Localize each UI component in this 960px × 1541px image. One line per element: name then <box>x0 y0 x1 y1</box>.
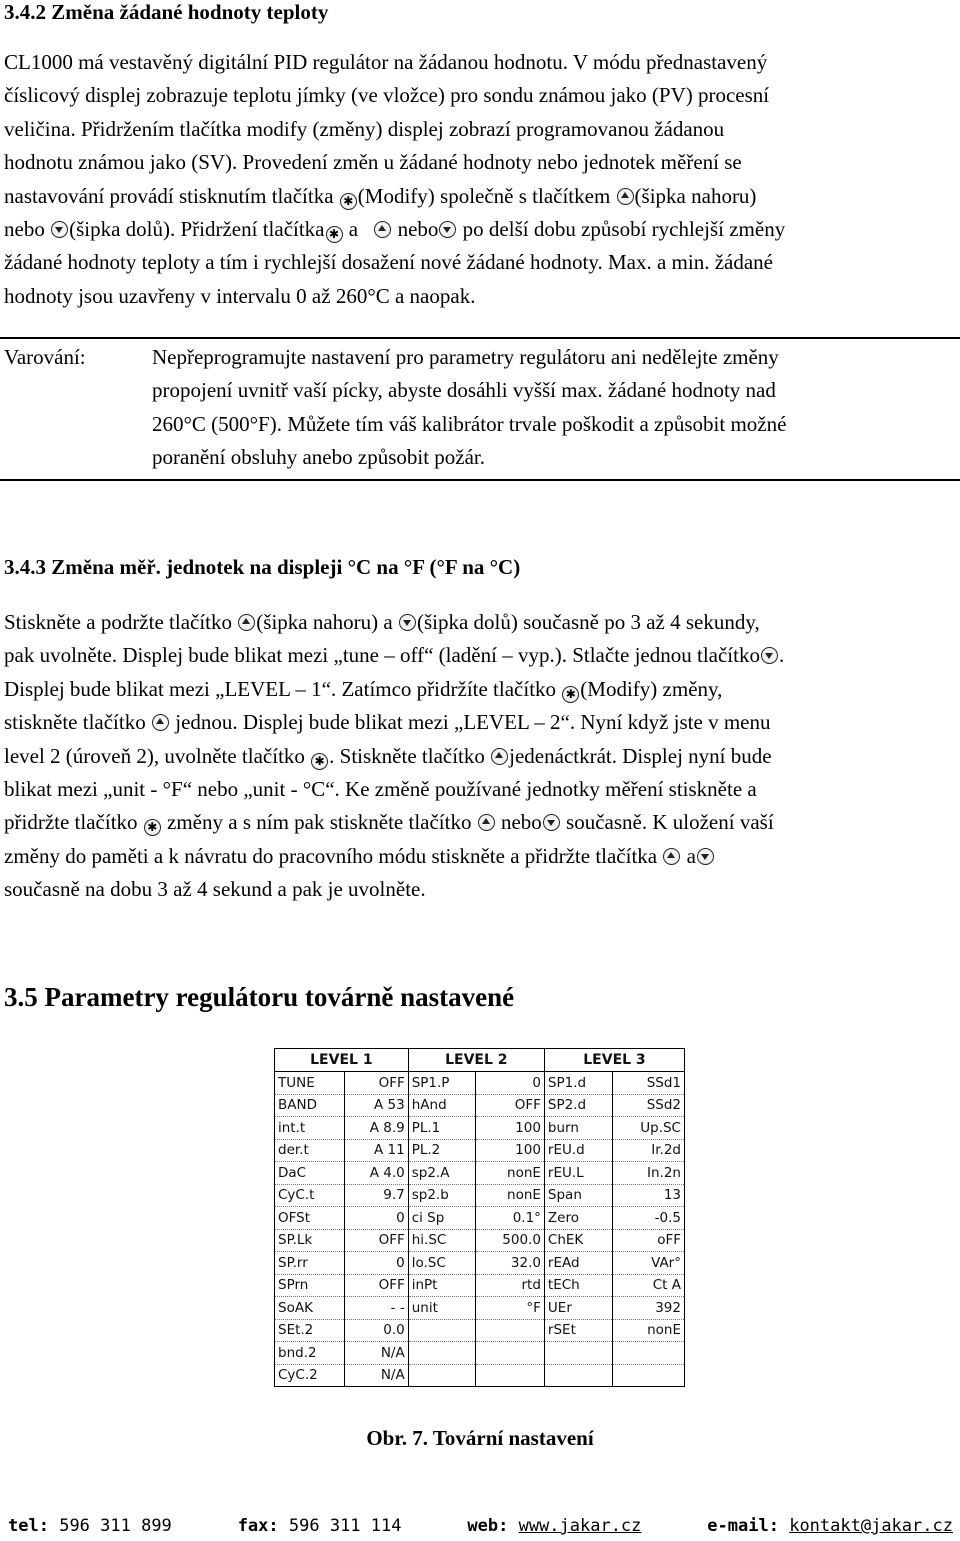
table-cell: rEU.L <box>544 1162 612 1185</box>
text-run: level 2 (úroveň 2), uvolněte tlačítko <box>4 743 311 768</box>
table-cell: N/A <box>345 1364 408 1387</box>
text-run: (Modify) společně s tlačítkem <box>357 183 616 208</box>
table-cell: 100 <box>476 1139 545 1162</box>
text-line <box>4 639 954 672</box>
table-row <box>275 1094 685 1117</box>
table-cell: nonE <box>476 1184 545 1207</box>
table-cell: 0 <box>345 1252 408 1275</box>
table-row <box>275 1139 685 1162</box>
text-run: . Stiskněte tlačítko <box>329 743 491 768</box>
level-1-header: LEVEL 1 <box>275 1049 409 1072</box>
table-cell: Up.SC <box>613 1117 685 1140</box>
text-line <box>4 806 954 839</box>
text-line <box>4 606 954 639</box>
table-row <box>275 1274 685 1297</box>
table-cell: SP1.d <box>544 1072 612 1095</box>
table-cell: OFF <box>345 1274 408 1297</box>
section-3-5-heading: 3.5 Parametry regulátoru továrně nastavené <box>4 982 515 1012</box>
table-cell <box>476 1319 545 1342</box>
table-cell: SP2.d <box>544 1094 612 1117</box>
table-cell: Ir.2d <box>613 1139 685 1162</box>
table-cell: rtd <box>476 1274 545 1297</box>
table-cell: unit <box>408 1297 475 1320</box>
text-run: a <box>343 217 364 242</box>
email-label: e-mail: <box>707 1516 779 1536</box>
arrow-down-button-icon <box>439 221 456 238</box>
arrow-up-button-icon <box>617 188 634 205</box>
table-row <box>275 1364 685 1387</box>
table-cell: SP.Lk <box>275 1229 345 1252</box>
text-run: (šipka dolů). Přidržení tlačítka <box>69 217 325 242</box>
arrow-up-button-icon <box>663 848 680 865</box>
web-link[interactable]: www.jakar.cz <box>518 1516 642 1536</box>
table-cell: int.t <box>275 1117 345 1140</box>
table-cell: TUNE <box>275 1072 345 1095</box>
table-row <box>275 1072 685 1095</box>
table-row <box>275 1342 685 1365</box>
table-cell: A 11 <box>345 1139 408 1162</box>
factory-parameters-table <box>274 1048 685 1387</box>
level-2-header: LEVEL 2 <box>408 1049 544 1072</box>
table-cell <box>476 1342 545 1365</box>
section-3-4-3-paragraph <box>4 606 954 907</box>
text-line: veličina. Přidržením tlačítka modify (změny) displej zobrazí programovanou žádanou <box>4 116 725 141</box>
table-cell: Ct A <box>613 1274 685 1297</box>
table-cell: ChEK <box>544 1229 612 1252</box>
table-header-row <box>275 1049 685 1072</box>
table-row <box>275 1319 685 1342</box>
table-cell <box>476 1364 545 1387</box>
text-line: číslicový displej zobrazuje teplotu jímky (ve vložce) pro sondu známou jako (PV) procesní <box>4 83 770 108</box>
text-run: (Modify) změny, <box>580 676 723 701</box>
text-run: (šipka dolů) současně po 3 až 4 sekundy, <box>416 610 760 634</box>
text-line: poranění obsluhy anebo způsobit požár. <box>152 445 486 470</box>
table-cell <box>408 1342 475 1365</box>
footer-fax <box>238 1516 402 1536</box>
table-cell: CyC.2 <box>275 1364 345 1387</box>
phone-value: 596 311 899 <box>59 1516 172 1536</box>
table-cell: OFF <box>345 1229 408 1252</box>
text-line: Nepřeprogramujte nastavení pro parametry regulátoru ani nedělejte změny <box>152 345 779 369</box>
table-cell: 0.0 <box>345 1319 408 1342</box>
table-row <box>275 1184 685 1207</box>
table-cell: A 53 <box>345 1094 408 1117</box>
table-row <box>275 1252 685 1275</box>
table-cell: Span <box>544 1184 612 1207</box>
table-row <box>275 1117 685 1140</box>
table-cell: SEt.2 <box>275 1319 345 1342</box>
table-cell: SSd2 <box>613 1094 685 1117</box>
table-cell: DaC <box>275 1162 345 1185</box>
section-3-4-2-heading: 3.4.2 Změna žádané hodnoty teploty <box>4 0 329 24</box>
table-cell: OFF <box>476 1094 545 1117</box>
text-run: (šipka nahoru) a <box>256 610 398 634</box>
table-cell: nonE <box>613 1319 685 1342</box>
fax-value: 596 311 114 <box>288 1516 402 1536</box>
table-cell: rEU.d <box>544 1139 612 1162</box>
table-cell: PL.1 <box>408 1117 475 1140</box>
phone-label: tel: <box>8 1516 49 1536</box>
text-run: . <box>778 643 785 668</box>
section-3-4-2-paragraph <box>4 46 954 313</box>
text-run: Displej bude blikat mezi „LEVEL – 1“. Zatímco přidržíte tlačítko <box>4 676 562 701</box>
arrow-up-button-icon <box>238 614 255 631</box>
table-row <box>275 1207 685 1230</box>
text-run: jednou. Displej bude blikat mezi „LEVEL – 2“. Nyní když jste v menu <box>169 710 771 735</box>
arrow-up-button-icon <box>374 221 391 238</box>
footer-phone <box>8 1516 172 1536</box>
table-row <box>275 1229 685 1252</box>
table-cell: ci Sp <box>408 1207 475 1230</box>
table-cell <box>613 1342 685 1365</box>
table-cell: °F <box>476 1297 545 1320</box>
text-run: nebo <box>392 217 439 242</box>
table-cell: SoAK <box>275 1297 345 1320</box>
text-run: Stiskněte a podržte tlačítko <box>4 610 238 634</box>
table-cell: 100 <box>476 1117 545 1140</box>
table-cell <box>613 1364 685 1387</box>
arrow-up-button-icon <box>478 814 495 831</box>
table-cell: 9.7 <box>345 1184 408 1207</box>
arrow-up-button-icon <box>152 714 169 731</box>
table-cell: PL.2 <box>408 1139 475 1162</box>
text-run: jedenáctkrát. Displej nyní bude <box>509 743 772 768</box>
section-3-4-3-heading: 3.4.3 Změna měř. jednotek na displeji °C na °F (°F na °C) <box>4 555 521 579</box>
text-line: CL1000 má vestavěný digitální PID regulátor na žádanou hodnotu. V módu přednastavený <box>4 50 768 74</box>
text-run: změny a s ním pak stiskněte tlačítko <box>161 810 477 835</box>
text-run: po delší dobu způsobí rychlejší změny <box>457 217 786 242</box>
text-run: nebo <box>495 810 542 835</box>
table-cell: 392 <box>613 1297 685 1320</box>
text-run: (šipka nahoru) <box>634 183 757 208</box>
table-cell: OFF <box>345 1072 408 1095</box>
table-cell <box>544 1342 612 1365</box>
table-cell <box>408 1319 475 1342</box>
table-cell: hAnd <box>408 1094 475 1117</box>
modify-button-icon: ✱ <box>562 686 579 703</box>
warning-box <box>0 337 960 481</box>
modify-button-icon: ✱ <box>326 226 343 243</box>
table-cell: rEAd <box>544 1252 612 1275</box>
level-3-header: LEVEL 3 <box>544 1049 684 1072</box>
table-cell: CyC.t <box>275 1184 345 1207</box>
table-cell: hi.SC <box>408 1229 475 1252</box>
table-row <box>275 1162 685 1185</box>
text-line: současně na dobu 3 až 4 sekund a pak je uvolněte. <box>4 877 426 902</box>
table-cell: BAND <box>275 1094 345 1117</box>
arrow-up-button-icon <box>491 748 508 765</box>
table-cell: In.2n <box>613 1162 685 1185</box>
text-line: hodnotu známou jako (SV). Provedení změn u žádané hodnoty nebo jednotek měření se <box>4 150 742 175</box>
table-cell: 32.0 <box>476 1252 545 1275</box>
table-cell: sp2.b <box>408 1184 475 1207</box>
table-cell: burn <box>544 1117 612 1140</box>
text-run: stiskněte tlačítko <box>4 710 151 735</box>
table-cell: SSd1 <box>613 1072 685 1095</box>
text-run: současně. K uložení vaší <box>560 810 774 835</box>
text-run: nastavování provádí stisknutím tlačítka <box>4 183 339 208</box>
text-run: pak uvolněte. Displej bude blikat mezi „tune – off“ (ladění – vyp.). Stlačte jednou tlačítko <box>4 643 760 668</box>
table-cell: VAr° <box>613 1252 685 1275</box>
table-cell: lo.SC <box>408 1252 475 1275</box>
table-row <box>275 1297 685 1320</box>
text-line <box>4 840 954 873</box>
text-line <box>4 740 954 773</box>
table-cell: - - <box>345 1297 408 1320</box>
table-cell: 0.1° <box>476 1207 545 1230</box>
arrow-down-button-icon <box>399 614 416 631</box>
text-run: a <box>681 843 696 868</box>
text-run: změny do paměti a k návratu do pracovního módu stiskněte a přidržte tlačítka <box>4 843 663 868</box>
contact-footer <box>8 1516 953 1536</box>
table-cell <box>408 1364 475 1387</box>
modify-button-icon: ✱ <box>144 819 161 836</box>
text-line <box>4 673 954 706</box>
text-line <box>4 213 954 246</box>
arrow-down-button-icon <box>697 848 714 865</box>
footer-email <box>707 1516 953 1536</box>
text-line <box>4 706 954 739</box>
text-run: nebo <box>4 217 51 242</box>
table-cell: A 4.0 <box>345 1162 408 1185</box>
table-cell: A 8.9 <box>345 1117 408 1140</box>
table-cell: SP.rr <box>275 1252 345 1275</box>
table-cell: 0 <box>476 1072 545 1095</box>
web-label: web: <box>467 1516 509 1536</box>
table-cell: bnd.2 <box>275 1342 345 1365</box>
text-run: přidržte tlačítko <box>4 810 143 835</box>
text-line: propojení uvnitř vaší pícky, abyste dosáhli vyšší max. žádané hodnoty nad <box>152 378 776 403</box>
table-cell: der.t <box>275 1139 345 1162</box>
figure-caption: Obr. 7. Tovární nastavení <box>366 1426 594 1450</box>
table-cell: 13 <box>613 1184 685 1207</box>
table-cell: SP1.P <box>408 1072 475 1095</box>
table-cell: oFF <box>613 1229 685 1252</box>
text-line: hodnoty jsou uzavřeny v intervalu 0 až 260°C a naopak. <box>4 283 476 308</box>
table-cell: rSEt <box>544 1319 612 1342</box>
arrow-down-button-icon <box>543 814 560 831</box>
table-cell: N/A <box>345 1342 408 1365</box>
email-link[interactable]: kontakt@jakar.cz <box>789 1516 953 1536</box>
warning-label: Varování: <box>4 345 86 369</box>
text-line: žádané hodnoty teploty a tím i rychlejší dosažení nové žádané hodnoty. Max. a min. žádané <box>4 250 773 275</box>
table-cell: UEr <box>544 1297 612 1320</box>
table-cell: nonE <box>476 1162 545 1185</box>
arrow-down-button-icon <box>51 221 68 238</box>
table-cell: inPt <box>408 1274 475 1297</box>
table-cell: -0.5 <box>613 1207 685 1230</box>
table-cell: SPrn <box>275 1274 345 1297</box>
text-line <box>4 180 954 213</box>
table-cell: sp2.A <box>408 1162 475 1185</box>
footer-web <box>467 1516 641 1536</box>
modify-button-icon: ✱ <box>340 193 357 210</box>
fax-label: fax: <box>237 1516 279 1536</box>
table-cell: tECh <box>544 1274 612 1297</box>
text-line: 260°C (500°F). Můžete tím váš kalibrátor trvale poškodit a způsobit možné <box>152 411 787 436</box>
warning-text <box>152 341 786 475</box>
table-cell: 500.0 <box>476 1229 545 1252</box>
table-cell: Zero <box>544 1207 612 1230</box>
table-cell <box>544 1364 612 1387</box>
arrow-down-button-icon <box>761 647 778 664</box>
modify-button-icon: ✱ <box>311 753 328 770</box>
text-line: blikat mezi „unit - °F“ nebo „unit - °C“. Ke změně používané jednotky měření stiskněte a <box>4 777 757 802</box>
table-cell: OFSt <box>275 1207 345 1230</box>
table-cell: 0 <box>345 1207 408 1230</box>
